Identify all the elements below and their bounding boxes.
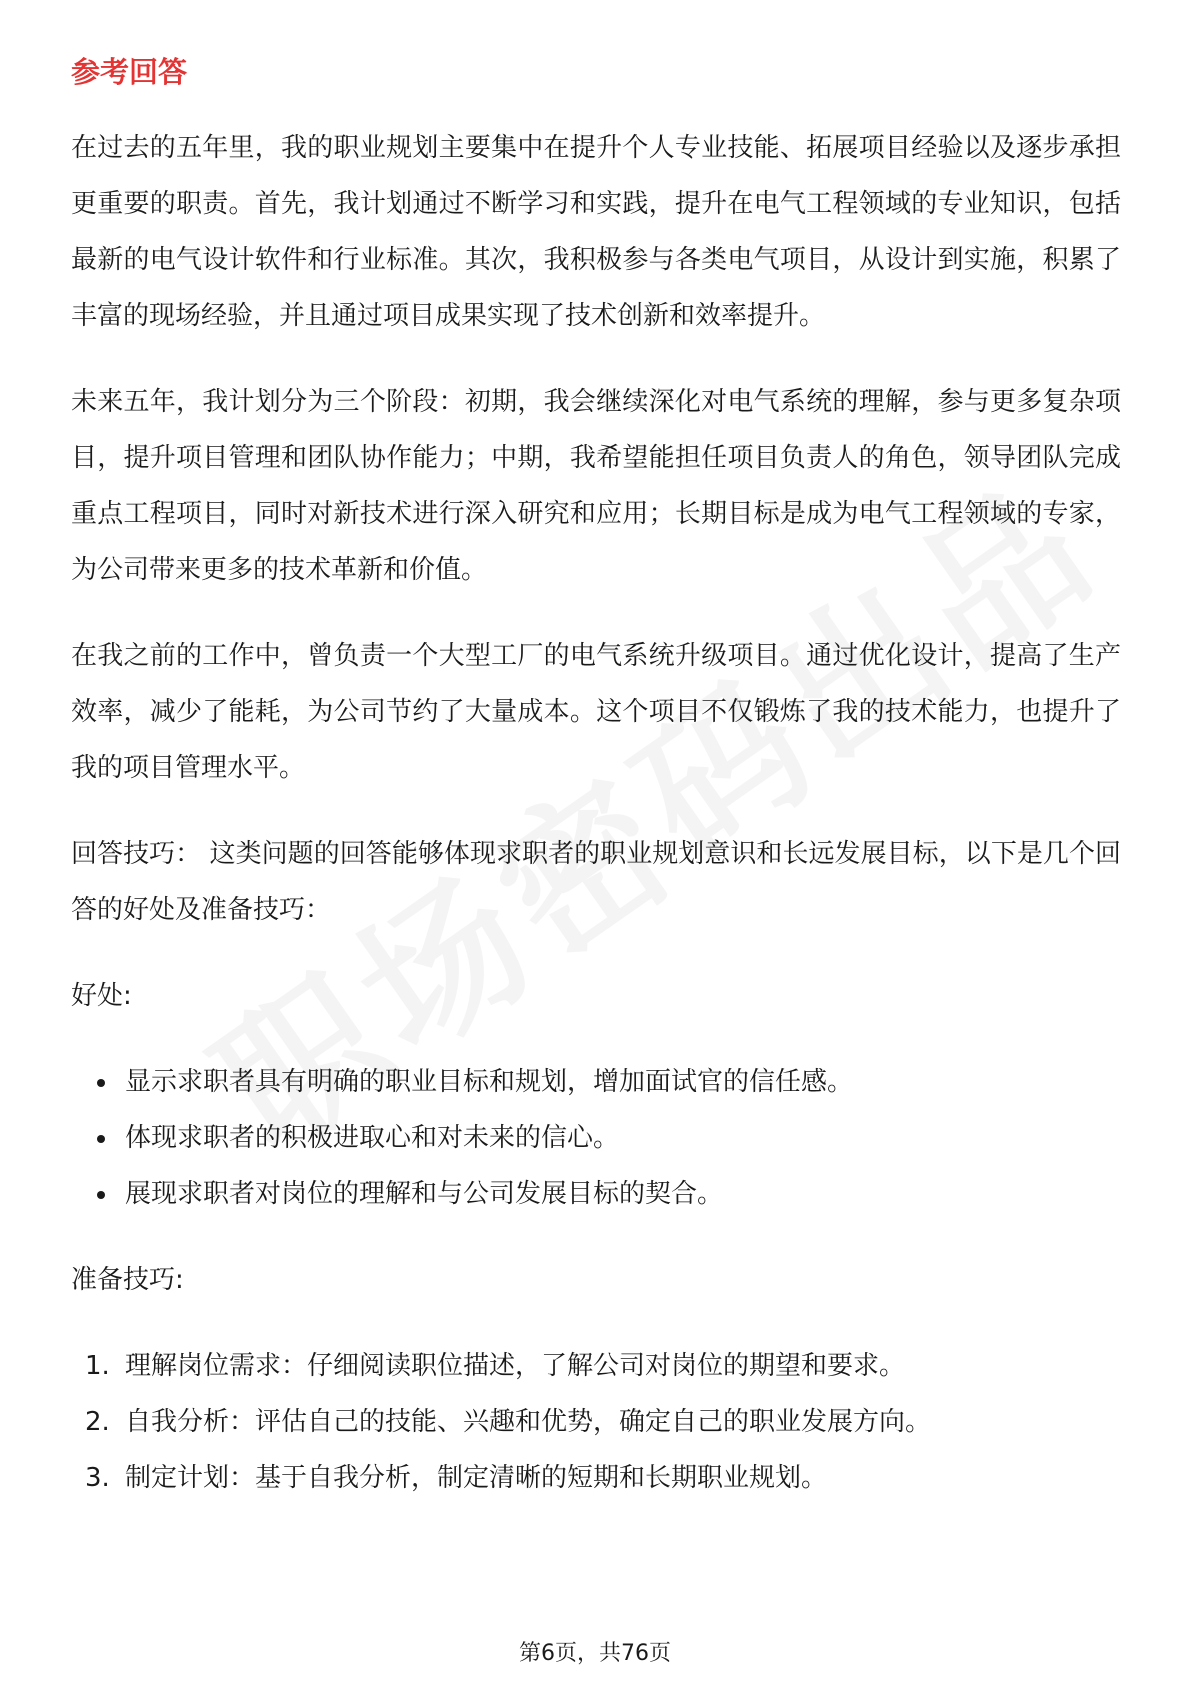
bullet-icon bbox=[97, 1135, 105, 1143]
bullet-icon bbox=[97, 1079, 105, 1087]
step-number: 1. bbox=[85, 1351, 110, 1381]
paragraph-answer-tips: 回答技巧： 这类问题的回答能够体现求职者的职业规划意识和长远发展目标，以下是几个回答的好处及准备技巧： bbox=[71, 839, 1121, 925]
benefits-label: 好处: bbox=[71, 981, 132, 1011]
step-number: 2. bbox=[85, 1407, 110, 1437]
bullet-icon bbox=[97, 1191, 105, 1199]
document-body bbox=[71, 44, 1121, 1506]
section-heading: 参考回答 bbox=[71, 55, 188, 89]
tips-label: 准备技巧: bbox=[71, 1265, 184, 1295]
benefits-list bbox=[71, 1054, 1121, 1222]
paragraph-past-project: 在我之前的工作中，曾负责一个大型工厂的电气系统升级项目。通过优化设计，提高了生产效率，减少了能耗，为公司节约了大量成本。这个项目不仅锻炼了我的技术能力，也提升了我的项目管理水平。 bbox=[71, 641, 1121, 783]
step-text: 自我分析：评估自己的技能、兴趣和优势，确定自己的职业发展方向。 bbox=[125, 1407, 932, 1437]
tips-list bbox=[71, 1338, 1121, 1506]
list-item bbox=[71, 1338, 1121, 1394]
step-text: 制定计划：基于自我分析，制定清晰的短期和长期职业规划。 bbox=[125, 1463, 828, 1493]
list-item bbox=[71, 1054, 1121, 1110]
benefit-text: 展现求职者对岗位的理解和与公司发展目标的契合。 bbox=[125, 1179, 724, 1209]
list-item bbox=[71, 1450, 1121, 1506]
paragraph-past-plan: 在过去的五年里，我的职业规划主要集中在提升个人专业技能、拓展项目经验以及逐步承担更重要的职责。首先，我计划通过不断学习和实践，提升在电气工程领域的专业知识，包括最新的电气设计软件和行业标准。其次，我积极参与各类电气项目，从设计到实施，积累了丰富的现场经验，并且通过项目成果实现了技术创新和效率提升。 bbox=[71, 133, 1121, 331]
list-item bbox=[71, 1394, 1121, 1450]
list-item bbox=[71, 1166, 1121, 1222]
page-number: 第6页，共76页 bbox=[519, 1641, 671, 1666]
paragraph-future-plan: 未来五年，我计划分为三个阶段：初期，我会继续深化对电气系统的理解，参与更多复杂项目，提升项目管理和团队协作能力；中期，我希望能担任项目负责人的角色，领导团队完成重点工程项目，同时对新技术进行深入研究和应用；长期目标是成为电气工程领域的专家，为公司带来更多的技术革新和价值。 bbox=[71, 387, 1121, 585]
benefit-text: 体现求职者的积极进取心和对未来的信心。 bbox=[125, 1123, 620, 1153]
list-item bbox=[71, 1110, 1121, 1166]
benefit-text: 显示求职者具有明确的职业目标和规划，增加面试官的信任感。 bbox=[125, 1067, 854, 1097]
step-text: 理解岗位需求：仔细阅读职位描述，了解公司对岗位的期望和要求。 bbox=[125, 1351, 906, 1381]
step-number: 3. bbox=[85, 1463, 110, 1493]
